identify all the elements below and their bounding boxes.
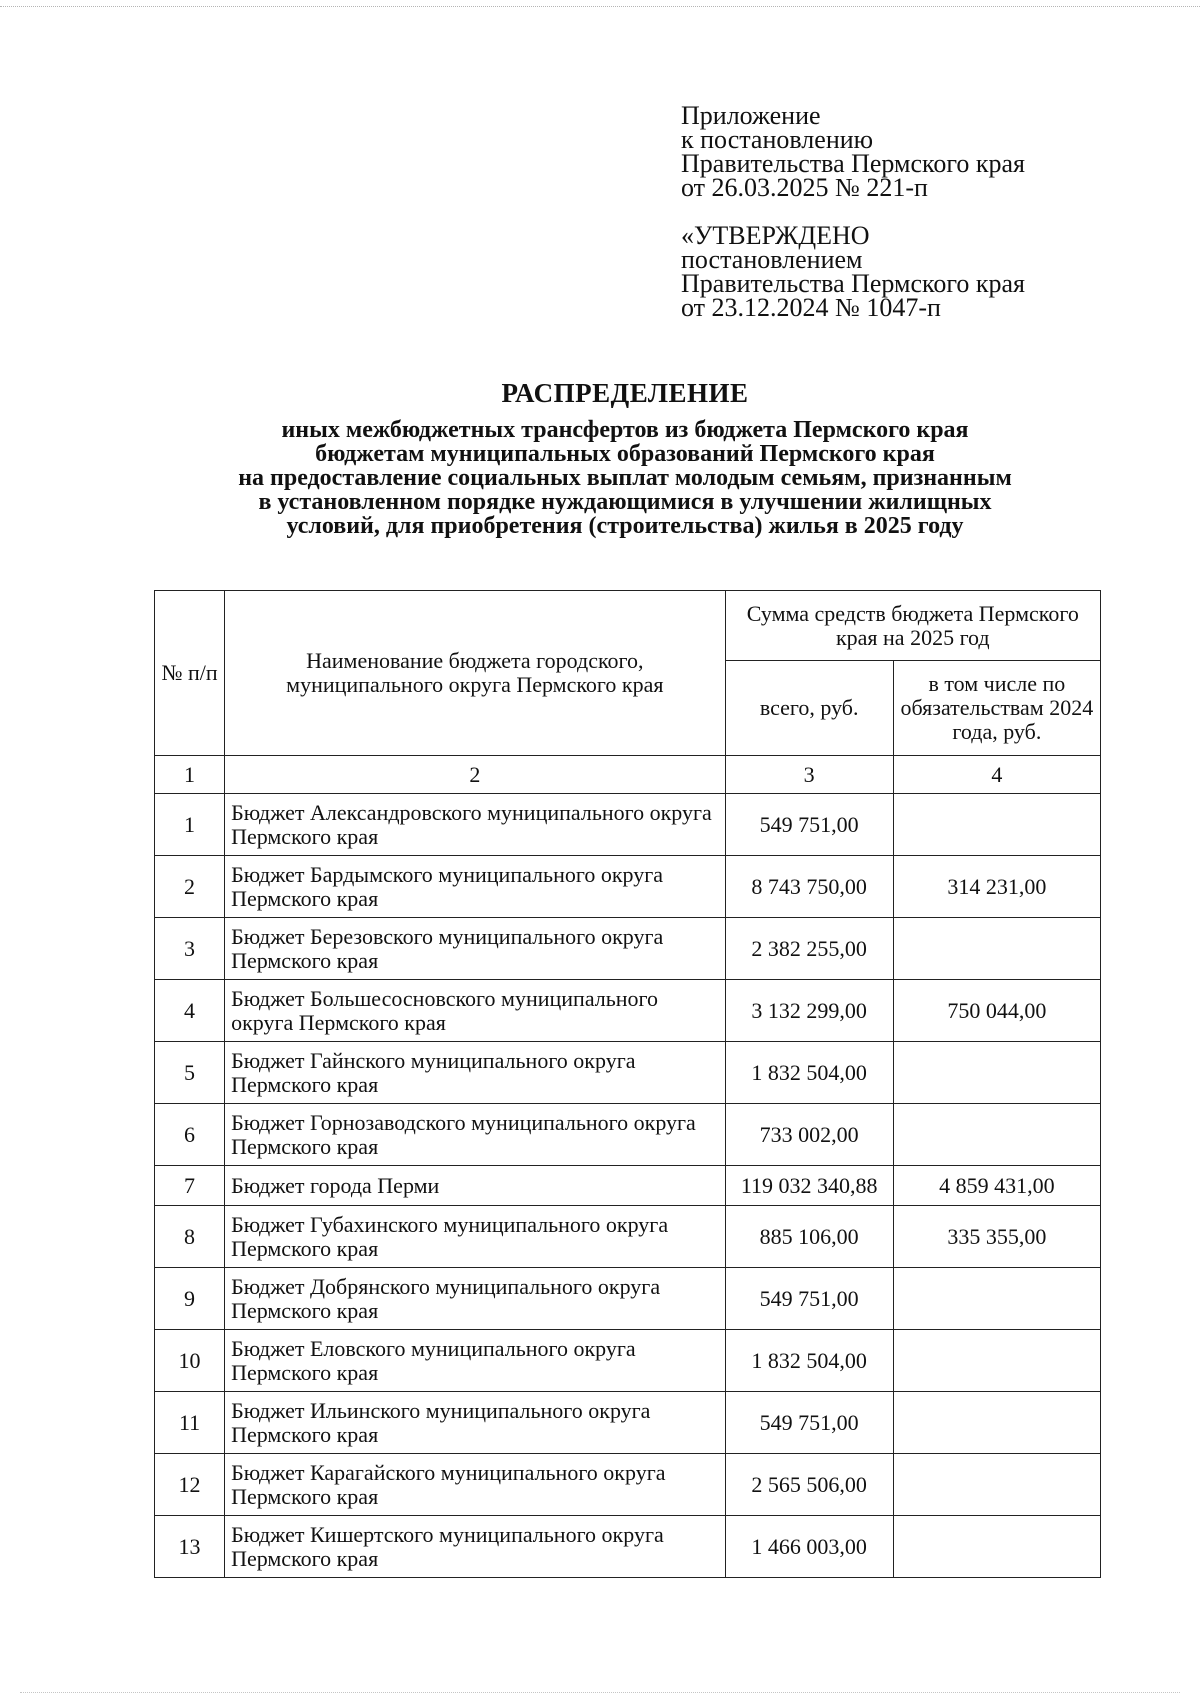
row-obligations — [893, 1042, 1100, 1104]
table-row — [155, 1206, 1101, 1268]
table-row — [155, 1104, 1101, 1166]
subtitle-line: иных межбюджетных трансфертов из бюджета Пермского края — [281, 417, 969, 443]
table-row — [155, 1454, 1101, 1516]
table-row — [155, 1330, 1101, 1392]
row-total: 549 751,00 — [725, 1268, 893, 1330]
table-row — [155, 1268, 1101, 1330]
column-number: 4 — [893, 756, 1100, 794]
header-obligations: в том числе по обязательствам 2024 года, руб. — [893, 661, 1100, 756]
row-obligations — [893, 1454, 1100, 1516]
attachment-line: к постановлению — [681, 125, 874, 154]
row-budget-name: Бюджет Ильинского муниципального округа Пермского края — [225, 1392, 726, 1454]
table-row — [155, 918, 1101, 980]
distribution-table — [154, 590, 1101, 1578]
row-budget-name: Бюджет Карагайского муниципального округа Пермского края — [225, 1454, 726, 1516]
row-total: 1 466 003,00 — [725, 1516, 893, 1578]
subtitle-line: условий, для приобретения (строительства) жилья в 2025 году — [286, 513, 964, 539]
table-row — [155, 1392, 1101, 1454]
column-number: 1 — [155, 756, 225, 794]
row-obligations: 314 231,00 — [893, 856, 1100, 918]
table-row — [155, 1042, 1101, 1104]
row-budget-name: Бюджет Еловского муниципального округа Пермского края — [225, 1330, 726, 1392]
table-row — [155, 856, 1101, 918]
row-budget-name: Бюджет Березовского муниципального округа Пермского края — [225, 918, 726, 980]
row-number: 3 — [155, 918, 225, 980]
row-budget-name: Бюджет Губахинского муниципального округа Пермского края — [225, 1206, 726, 1268]
row-budget-name: Бюджет Гайнского муниципального округа Пермского края — [225, 1042, 726, 1104]
row-total: 733 002,00 — [725, 1104, 893, 1166]
row-obligations — [893, 1268, 1100, 1330]
scan-edge-top — [0, 6, 1200, 7]
row-budget-name: Бюджет Горнозаводского муниципального округа Пермского края — [225, 1104, 726, 1166]
row-obligations — [893, 1330, 1100, 1392]
row-total: 1 832 504,00 — [725, 1330, 893, 1392]
header-sum-group: Сумма средств бюджета Пермского края на 2025 год — [725, 591, 1100, 661]
document-title: РАСПРЕДЕЛЕНИЕ — [501, 378, 749, 408]
row-obligations: 750 044,00 — [893, 980, 1100, 1042]
subtitle-line: на предоставление социальных выплат молодым семьям, признанным — [238, 465, 1012, 491]
approval-line: Правительства Пермского края — [681, 269, 1025, 298]
attachment-block — [681, 101, 1101, 202]
column-numbers-row — [155, 756, 1101, 794]
approval-line: «УТВЕРЖДЕНО — [681, 221, 870, 250]
row-number: 2 — [155, 856, 225, 918]
row-total: 2 382 255,00 — [725, 918, 893, 980]
table-row — [155, 980, 1101, 1042]
row-total: 119 032 340,88 — [725, 1166, 893, 1206]
row-budget-name: Бюджет Бардымского муниципального округа Пермского края — [225, 856, 726, 918]
approval-line: от 23.12.2024 № 1047-п — [681, 293, 941, 322]
row-obligations — [893, 794, 1100, 856]
scan-edge-bottom — [20, 1692, 1180, 1693]
row-number: 9 — [155, 1268, 225, 1330]
row-obligations: 335 355,00 — [893, 1206, 1100, 1268]
row-total: 549 751,00 — [725, 1392, 893, 1454]
attachment-line: от 26.03.2025 № 221-п — [681, 173, 928, 202]
row-obligations — [893, 1516, 1100, 1578]
header-total: всего, руб. — [725, 661, 893, 756]
row-budget-name: Бюджет Большесосновского муниципального округа Пермского края — [225, 980, 726, 1042]
row-number: 8 — [155, 1206, 225, 1268]
row-budget-name: Бюджет Кишертского муниципального округа Пермского края — [225, 1516, 726, 1578]
row-obligations — [893, 1392, 1100, 1454]
approval-line: постановлением — [681, 245, 863, 274]
header-num: № п/п — [155, 591, 225, 756]
attachment-line: Правительства Пермского края — [681, 149, 1025, 178]
header-name: Наименование бюджета городского, муниципального округа Пермского края — [225, 591, 726, 756]
row-total: 2 565 506,00 — [725, 1454, 893, 1516]
document-subtitle — [150, 418, 1100, 538]
table-header-row — [155, 591, 1101, 661]
table-row — [155, 1166, 1101, 1206]
column-number: 3 — [725, 756, 893, 794]
table-row — [155, 1516, 1101, 1578]
row-budget-name: Бюджет Александровского муниципального округа Пермского края — [225, 794, 726, 856]
row-number: 1 — [155, 794, 225, 856]
row-number: 5 — [155, 1042, 225, 1104]
row-obligations — [893, 1104, 1100, 1166]
column-number: 2 — [225, 756, 726, 794]
row-number: 7 — [155, 1166, 225, 1206]
table-row — [155, 794, 1101, 856]
row-total: 8 743 750,00 — [725, 856, 893, 918]
subtitle-line: бюджетам муниципальных образований Пермского края — [315, 441, 935, 467]
row-total: 1 832 504,00 — [725, 1042, 893, 1104]
attachment-line: Приложение — [681, 101, 821, 130]
row-obligations: 4 859 431,00 — [893, 1166, 1100, 1206]
row-budget-name: Бюджет Добрянского муниципального округа Пермского края — [225, 1268, 726, 1330]
row-number: 12 — [155, 1454, 225, 1516]
row-total: 3 132 299,00 — [725, 980, 893, 1042]
row-total: 885 106,00 — [725, 1206, 893, 1268]
row-total: 549 751,00 — [725, 794, 893, 856]
approval-block — [681, 221, 1101, 322]
row-number: 10 — [155, 1330, 225, 1392]
row-number: 13 — [155, 1516, 225, 1578]
row-number: 6 — [155, 1104, 225, 1166]
row-obligations — [893, 918, 1100, 980]
row-budget-name: Бюджет города Перми — [225, 1166, 726, 1206]
row-number: 11 — [155, 1392, 225, 1454]
row-number: 4 — [155, 980, 225, 1042]
subtitle-line: в установленном порядке нуждающимися в улучшении жилищных — [258, 489, 992, 515]
